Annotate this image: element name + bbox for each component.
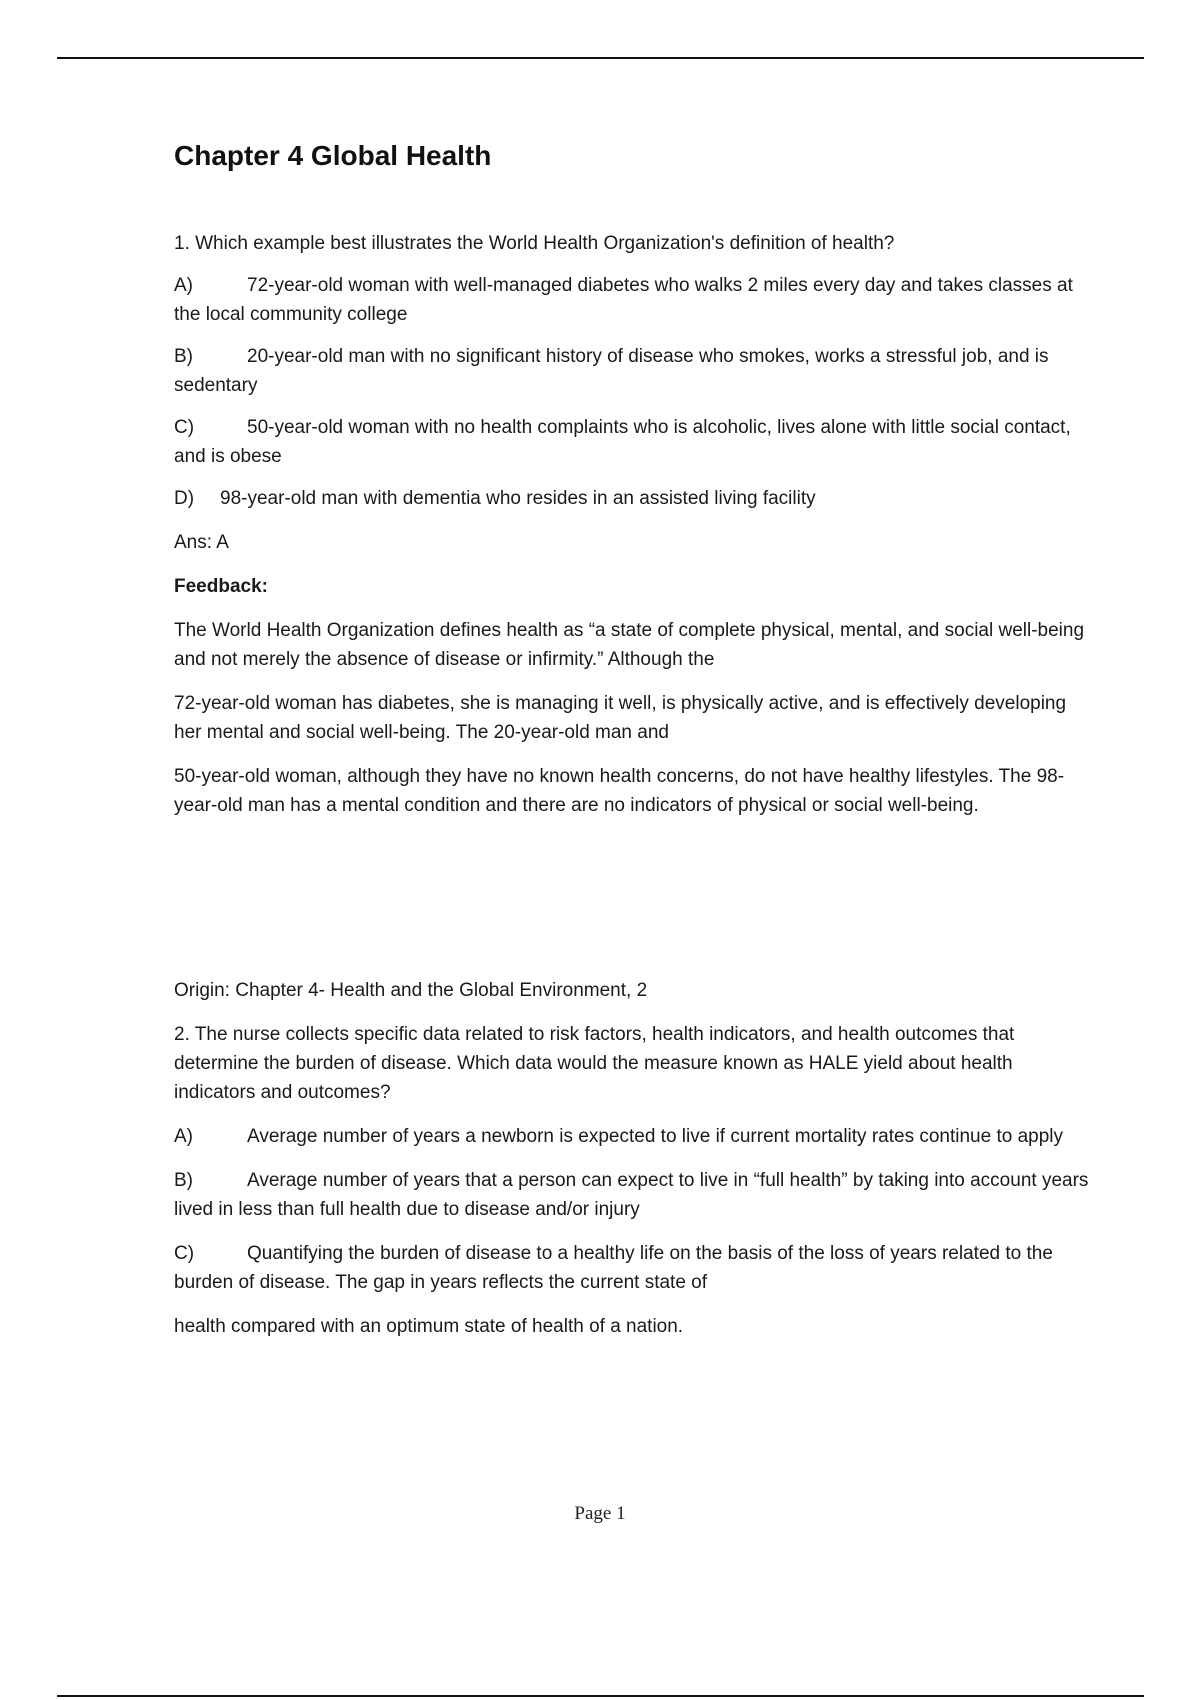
question-1-option-d bbox=[174, 484, 1094, 513]
question-1-option-c bbox=[174, 413, 1094, 471]
question-1-stem: 1. Which example best illustrates the World Health Organization's definition of health? bbox=[174, 233, 895, 254]
question-2-option-c-continuation: health compared with an optimum state of health of a nation. bbox=[174, 1316, 684, 1337]
page-number: Page 1 bbox=[574, 1503, 626, 1524]
option-letter: A) bbox=[174, 1126, 193, 1147]
option-letter: A) bbox=[174, 275, 193, 296]
feedback-paragraph: The World Health Organization defines health as “a state of complete physical, mental, and social well-being and not merely the absence of disease or infirmity.” Although the bbox=[174, 620, 1085, 670]
option-letter: B) bbox=[174, 1170, 193, 1191]
footer-rule bbox=[57, 1695, 1144, 1697]
option-letter: D) bbox=[174, 488, 195, 509]
chapter-title: Chapter 4 Global Health bbox=[174, 140, 492, 171]
question-2-option-a bbox=[174, 1122, 1094, 1151]
option-text: 98-year-old man with dementia who resides in an assisted living facility bbox=[220, 488, 816, 509]
option-letter: C) bbox=[174, 417, 195, 438]
question-1-option-a bbox=[174, 271, 1094, 329]
question-1-answer: Ans: A bbox=[174, 532, 229, 553]
option-text: Average number of years a newborn is expected to live if current mortality rates continue to apply bbox=[247, 1126, 1064, 1147]
option-text: Quantifying the burden of disease to a healthy life on the basis of the loss of years related to the burden of disease. The gap in years reflects the current state of bbox=[174, 1243, 1053, 1293]
question-2-option-b bbox=[174, 1166, 1094, 1224]
question-1-option-b bbox=[174, 342, 1094, 400]
feedback-paragraph: 72-year-old woman has diabetes, she is managing it well, is physically active, and is effectively developing her mental and social well-being. The 20-year-old man and bbox=[174, 693, 1067, 743]
feedback-paragraph: 50-year-old woman, although they have no known health concerns, do not have healthy lifestyles. The 98-year-old man has a mental condition and there are no indicators of physical or social well-being. bbox=[174, 766, 1065, 816]
question-2-option-c bbox=[174, 1239, 1094, 1297]
question-1-origin: Origin: Chapter 4- Health and the Global Environment, 2 bbox=[174, 980, 648, 1001]
page-content bbox=[174, 138, 1094, 1341]
header-rule bbox=[57, 57, 1144, 59]
option-text: 72-year-old woman with well-managed diabetes who walks 2 miles every day and takes classes at the local community college bbox=[174, 275, 1073, 325]
option-text: 20-year-old man with no significant history of disease who smokes, works a stressful job, and is sedentary bbox=[174, 346, 1049, 396]
question-2-stem: 2. The nurse collects specific data related to risk factors, health indicators, and health outcomes that determine the burden of disease. Which data would the measure known as HALE yield about health indicators and outcomes? bbox=[174, 1024, 1015, 1103]
option-letter: B) bbox=[174, 346, 193, 367]
feedback-label: Feedback: bbox=[174, 576, 268, 597]
option-text: Average number of years that a person can expect to live in “full health” by taking into account years lived in less than full health due to disease and/or injury bbox=[174, 1170, 1089, 1220]
option-letter: C) bbox=[174, 1243, 195, 1264]
option-text: 50-year-old woman with no health complaints who is alcoholic, lives alone with little social contact, and is obese bbox=[174, 417, 1071, 467]
